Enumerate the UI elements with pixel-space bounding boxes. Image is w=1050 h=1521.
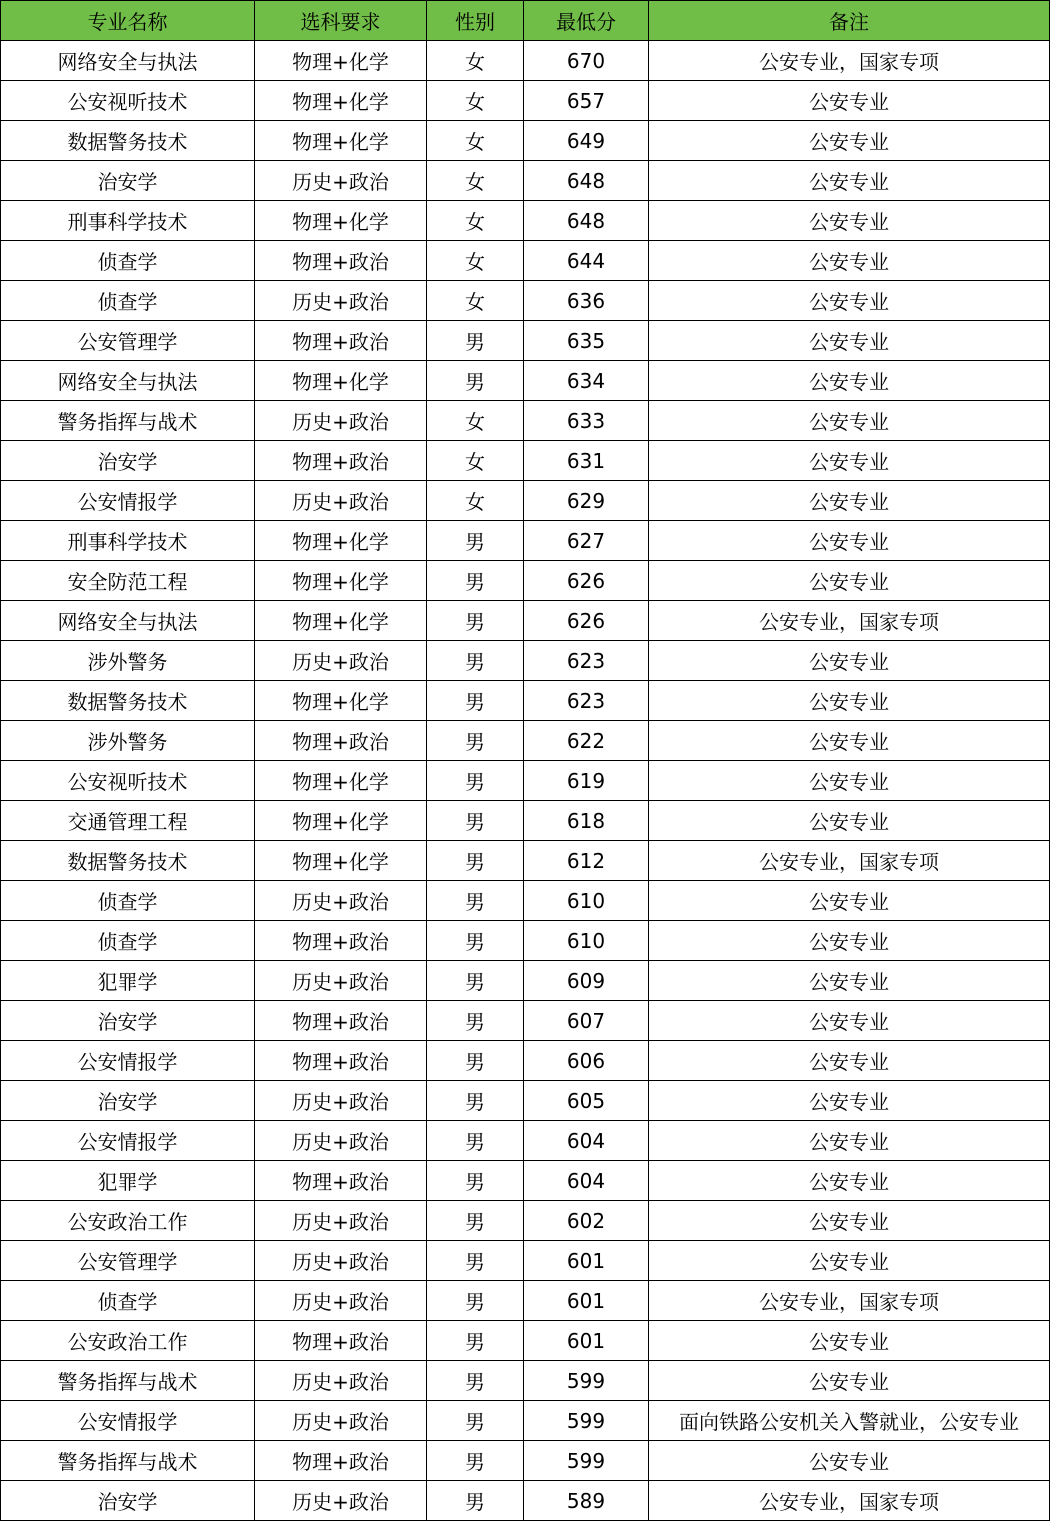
- cell-min-score: 601: [524, 1241, 649, 1281]
- cell-min-score: 604: [524, 1161, 649, 1201]
- cell-major: 公安政治工作: [1, 1201, 255, 1241]
- cell-remarks: 公安专业: [649, 281, 1050, 321]
- cell-remarks: 公安专业，国家专项: [649, 41, 1050, 81]
- cell-remarks: 公安专业: [649, 321, 1050, 361]
- cell-gender: 男: [427, 681, 524, 721]
- cell-major: 治安学: [1, 1081, 255, 1121]
- cell-gender: 男: [427, 1441, 524, 1481]
- table-header: [1, 1, 1050, 41]
- cell-major: 数据警务技术: [1, 841, 255, 881]
- cell-gender: 女: [427, 81, 524, 121]
- cell-remarks: 公安专业: [649, 681, 1050, 721]
- cell-major: 侦查学: [1, 921, 255, 961]
- cell-major: 公安情报学: [1, 1401, 255, 1441]
- cell-min-score: 670: [524, 41, 649, 81]
- table-row: [1, 881, 1050, 921]
- cell-gender: 男: [427, 1081, 524, 1121]
- cell-remarks: 公安专业: [649, 1121, 1050, 1161]
- cell-major: 治安学: [1, 161, 255, 201]
- table-row: [1, 1001, 1050, 1041]
- cell-gender: 女: [427, 241, 524, 281]
- cell-remarks: 公安专业: [649, 401, 1050, 441]
- cell-subject-requirement: 物理+政治: [255, 241, 427, 281]
- cell-gender: 男: [427, 1401, 524, 1441]
- cell-min-score: 648: [524, 201, 649, 241]
- cell-min-score: 604: [524, 1121, 649, 1161]
- cell-remarks: 公安专业: [649, 201, 1050, 241]
- cell-subject-requirement: 物理+化学: [255, 601, 427, 641]
- cell-major: 侦查学: [1, 1281, 255, 1321]
- cell-major: 公安视听技术: [1, 761, 255, 801]
- cell-min-score: 605: [524, 1081, 649, 1121]
- cell-remarks: 公安专业: [649, 81, 1050, 121]
- cell-major: 交通管理工程: [1, 801, 255, 841]
- table-row: [1, 721, 1050, 761]
- cell-major: 公安政治工作: [1, 1321, 255, 1361]
- table-row: [1, 1041, 1050, 1081]
- table-row: [1, 1401, 1050, 1441]
- cell-major: 公安管理学: [1, 1241, 255, 1281]
- cell-subject-requirement: 历史+政治: [255, 281, 427, 321]
- cell-gender: 女: [427, 481, 524, 521]
- cell-remarks: 公安专业: [649, 521, 1050, 561]
- cell-min-score: 619: [524, 761, 649, 801]
- cell-remarks: 公安专业: [649, 361, 1050, 401]
- cell-subject-requirement: 物理+化学: [255, 521, 427, 561]
- cell-subject-requirement: 物理+政治: [255, 321, 427, 361]
- cell-min-score: 644: [524, 241, 649, 281]
- cell-subject-requirement: 物理+政治: [255, 441, 427, 481]
- table-row: [1, 361, 1050, 401]
- cell-gender: 男: [427, 1321, 524, 1361]
- cell-gender: 女: [427, 401, 524, 441]
- table-row: [1, 1481, 1050, 1521]
- cell-remarks: 公安专业: [649, 641, 1050, 681]
- cell-min-score: 657: [524, 81, 649, 121]
- cell-major: 网络安全与执法: [1, 361, 255, 401]
- cell-subject-requirement: 物理+化学: [255, 361, 427, 401]
- cell-major: 治安学: [1, 1001, 255, 1041]
- cell-major: 刑事科学技术: [1, 521, 255, 561]
- cell-min-score: 599: [524, 1441, 649, 1481]
- table-row: [1, 801, 1050, 841]
- cell-major: 侦查学: [1, 241, 255, 281]
- cell-subject-requirement: 历史+政治: [255, 1081, 427, 1121]
- cell-major: 犯罪学: [1, 961, 255, 1001]
- cell-remarks: 公安专业: [649, 1201, 1050, 1241]
- table-row: [1, 41, 1050, 81]
- cell-remarks: 公安专业: [649, 441, 1050, 481]
- cell-subject-requirement: 历史+政治: [255, 1361, 427, 1401]
- cell-major: 公安情报学: [1, 1041, 255, 1081]
- cell-min-score: 599: [524, 1401, 649, 1441]
- header-subject-requirement: 选科要求: [255, 1, 427, 41]
- cell-major: 警务指挥与战术: [1, 1361, 255, 1401]
- cell-remarks: 公安专业，国家专项: [649, 841, 1050, 881]
- cell-major: 刑事科学技术: [1, 201, 255, 241]
- cell-min-score: 606: [524, 1041, 649, 1081]
- cell-major: 警务指挥与战术: [1, 401, 255, 441]
- table-row: [1, 201, 1050, 241]
- cell-min-score: 629: [524, 481, 649, 521]
- cell-min-score: 623: [524, 681, 649, 721]
- cell-gender: 男: [427, 1481, 524, 1521]
- cell-min-score: 626: [524, 601, 649, 641]
- cell-subject-requirement: 物理+政治: [255, 921, 427, 961]
- cell-subject-requirement: 历史+政治: [255, 641, 427, 681]
- cell-min-score: 601: [524, 1321, 649, 1361]
- header-row: [1, 1, 1050, 41]
- cell-gender: 男: [427, 1281, 524, 1321]
- cell-gender: 男: [427, 921, 524, 961]
- cell-remarks: 公安专业: [649, 241, 1050, 281]
- cell-min-score: 607: [524, 1001, 649, 1041]
- table-row: [1, 1241, 1050, 1281]
- cell-subject-requirement: 物理+化学: [255, 801, 427, 841]
- table-row: [1, 161, 1050, 201]
- cell-remarks: 公安专业: [649, 761, 1050, 801]
- header-major: 专业名称: [1, 1, 255, 41]
- cell-gender: 男: [427, 321, 524, 361]
- table-row: [1, 281, 1050, 321]
- cell-gender: 女: [427, 41, 524, 81]
- cell-subject-requirement: 物理+政治: [255, 1441, 427, 1481]
- table-row: [1, 401, 1050, 441]
- cell-gender: 男: [427, 361, 524, 401]
- cell-subject-requirement: 物理+化学: [255, 561, 427, 601]
- cell-subject-requirement: 历史+政治: [255, 481, 427, 521]
- table-row: [1, 241, 1050, 281]
- cell-remarks: 公安专业: [649, 1081, 1050, 1121]
- cell-remarks: 公安专业: [649, 1161, 1050, 1201]
- cell-remarks: 公安专业: [649, 481, 1050, 521]
- cell-major: 公安管理学: [1, 321, 255, 361]
- cell-subject-requirement: 历史+政治: [255, 1241, 427, 1281]
- cell-gender: 男: [427, 1361, 524, 1401]
- cell-min-score: 612: [524, 841, 649, 881]
- cell-remarks: 公安专业: [649, 121, 1050, 161]
- cell-gender: 男: [427, 601, 524, 641]
- table-row: [1, 1201, 1050, 1241]
- table-row: [1, 1281, 1050, 1321]
- table-row: [1, 1321, 1050, 1361]
- table-row: [1, 1361, 1050, 1401]
- cell-min-score: 601: [524, 1281, 649, 1321]
- cell-remarks: 公安专业: [649, 961, 1050, 1001]
- table-row: [1, 1081, 1050, 1121]
- table-row: [1, 761, 1050, 801]
- cell-min-score: 627: [524, 521, 649, 561]
- cell-subject-requirement: 物理+化学: [255, 841, 427, 881]
- cell-min-score: 635: [524, 321, 649, 361]
- cell-subject-requirement: 物理+政治: [255, 1041, 427, 1081]
- cell-major: 网络安全与执法: [1, 601, 255, 641]
- cell-gender: 男: [427, 1041, 524, 1081]
- cell-remarks: 公安专业: [649, 161, 1050, 201]
- cell-remarks: 公安专业: [649, 561, 1050, 601]
- cell-gender: 男: [427, 1241, 524, 1281]
- cell-min-score: 610: [524, 921, 649, 961]
- cell-gender: 男: [427, 761, 524, 801]
- cell-remarks: 公安专业: [649, 1041, 1050, 1081]
- cell-min-score: 618: [524, 801, 649, 841]
- cell-remarks: 公安专业: [649, 921, 1050, 961]
- cell-subject-requirement: 物理+政治: [255, 1321, 427, 1361]
- cell-subject-requirement: 物理+政治: [255, 1161, 427, 1201]
- cell-subject-requirement: 历史+政治: [255, 1121, 427, 1161]
- cell-subject-requirement: 物理+化学: [255, 121, 427, 161]
- cell-major: 公安视听技术: [1, 81, 255, 121]
- cell-subject-requirement: 物理+化学: [255, 81, 427, 121]
- cell-subject-requirement: 历史+政治: [255, 1401, 427, 1441]
- cell-subject-requirement: 历史+政治: [255, 961, 427, 1001]
- cell-gender: 男: [427, 1161, 524, 1201]
- cell-gender: 男: [427, 1001, 524, 1041]
- cell-subject-requirement: 物理+化学: [255, 41, 427, 81]
- cell-min-score: 589: [524, 1481, 649, 1521]
- cell-major: 网络安全与执法: [1, 41, 255, 81]
- cell-remarks: 公安专业: [649, 1241, 1050, 1281]
- cell-gender: 男: [427, 641, 524, 681]
- cell-min-score: 631: [524, 441, 649, 481]
- header-gender: 性别: [427, 1, 524, 41]
- table-row: [1, 481, 1050, 521]
- table-row: [1, 841, 1050, 881]
- cell-subject-requirement: 物理+政治: [255, 1001, 427, 1041]
- cell-min-score: 622: [524, 721, 649, 761]
- cell-gender: 女: [427, 121, 524, 161]
- table-row: [1, 321, 1050, 361]
- table-row: [1, 601, 1050, 641]
- cell-gender: 男: [427, 561, 524, 601]
- cell-gender: 男: [427, 1121, 524, 1161]
- cell-remarks: 公安专业，国家专项: [649, 1481, 1050, 1521]
- cell-gender: 男: [427, 961, 524, 1001]
- cell-subject-requirement: 物理+化学: [255, 201, 427, 241]
- table-row: [1, 1161, 1050, 1201]
- cell-major: 公安情报学: [1, 1121, 255, 1161]
- header-min-score: 最低分: [524, 1, 649, 41]
- cell-subject-requirement: 历史+政治: [255, 1281, 427, 1321]
- cell-major: 涉外警务: [1, 721, 255, 761]
- cell-remarks: 公安专业: [649, 801, 1050, 841]
- cell-major: 侦查学: [1, 281, 255, 321]
- cell-gender: 女: [427, 201, 524, 241]
- table-row: [1, 121, 1050, 161]
- table-row: [1, 1121, 1050, 1161]
- cell-subject-requirement: 物理+政治: [255, 721, 427, 761]
- cell-min-score: 626: [524, 561, 649, 601]
- cell-major: 治安学: [1, 1481, 255, 1521]
- cell-major: 公安情报学: [1, 481, 255, 521]
- cell-min-score: 602: [524, 1201, 649, 1241]
- cell-gender: 男: [427, 721, 524, 761]
- cell-subject-requirement: 物理+化学: [255, 761, 427, 801]
- table-row: [1, 521, 1050, 561]
- table-row: [1, 81, 1050, 121]
- cell-gender: 男: [427, 881, 524, 921]
- cell-min-score: 649: [524, 121, 649, 161]
- cell-gender: 男: [427, 801, 524, 841]
- cell-subject-requirement: 历史+政治: [255, 161, 427, 201]
- cell-major: 涉外警务: [1, 641, 255, 681]
- cell-min-score: 599: [524, 1361, 649, 1401]
- cell-remarks: 公安专业: [649, 1321, 1050, 1361]
- table-row: [1, 921, 1050, 961]
- cell-major: 数据警务技术: [1, 121, 255, 161]
- cell-subject-requirement: 历史+政治: [255, 1201, 427, 1241]
- cell-gender: 男: [427, 521, 524, 561]
- cell-major: 安全防范工程: [1, 561, 255, 601]
- cell-gender: 男: [427, 841, 524, 881]
- cell-remarks: 公安专业: [649, 881, 1050, 921]
- cell-min-score: 633: [524, 401, 649, 441]
- cell-remarks: 公安专业: [649, 1441, 1050, 1481]
- cell-gender: 女: [427, 161, 524, 201]
- header-remarks: 备注: [649, 1, 1050, 41]
- cell-gender: 男: [427, 1201, 524, 1241]
- cell-min-score: 610: [524, 881, 649, 921]
- table-row: [1, 961, 1050, 1001]
- table-row: [1, 561, 1050, 601]
- cell-remarks: 公安专业: [649, 721, 1050, 761]
- table-row: [1, 641, 1050, 681]
- cell-subject-requirement: 历史+政治: [255, 1481, 427, 1521]
- cell-remarks: 公安专业: [649, 1001, 1050, 1041]
- cell-gender: 女: [427, 281, 524, 321]
- cell-min-score: 634: [524, 361, 649, 401]
- cell-remarks: 公安专业: [649, 1361, 1050, 1401]
- cell-subject-requirement: 历史+政治: [255, 881, 427, 921]
- cell-min-score: 623: [524, 641, 649, 681]
- table-row: [1, 441, 1050, 481]
- table-body: [1, 41, 1050, 1521]
- cell-major: 犯罪学: [1, 1161, 255, 1201]
- cell-remarks: 公安专业，国家专项: [649, 1281, 1050, 1321]
- cell-subject-requirement: 历史+政治: [255, 401, 427, 441]
- cell-major: 侦查学: [1, 881, 255, 921]
- cell-major: 治安学: [1, 441, 255, 481]
- cell-remarks: 面向铁路公安机关入警就业，公安专业: [649, 1401, 1050, 1441]
- cell-major: 警务指挥与战术: [1, 1441, 255, 1481]
- cell-major: 数据警务技术: [1, 681, 255, 721]
- table-row: [1, 681, 1050, 721]
- cell-min-score: 636: [524, 281, 649, 321]
- table-row: [1, 1441, 1050, 1481]
- cell-min-score: 648: [524, 161, 649, 201]
- cell-gender: 女: [427, 441, 524, 481]
- cell-remarks: 公安专业，国家专项: [649, 601, 1050, 641]
- cell-subject-requirement: 物理+化学: [255, 681, 427, 721]
- cell-min-score: 609: [524, 961, 649, 1001]
